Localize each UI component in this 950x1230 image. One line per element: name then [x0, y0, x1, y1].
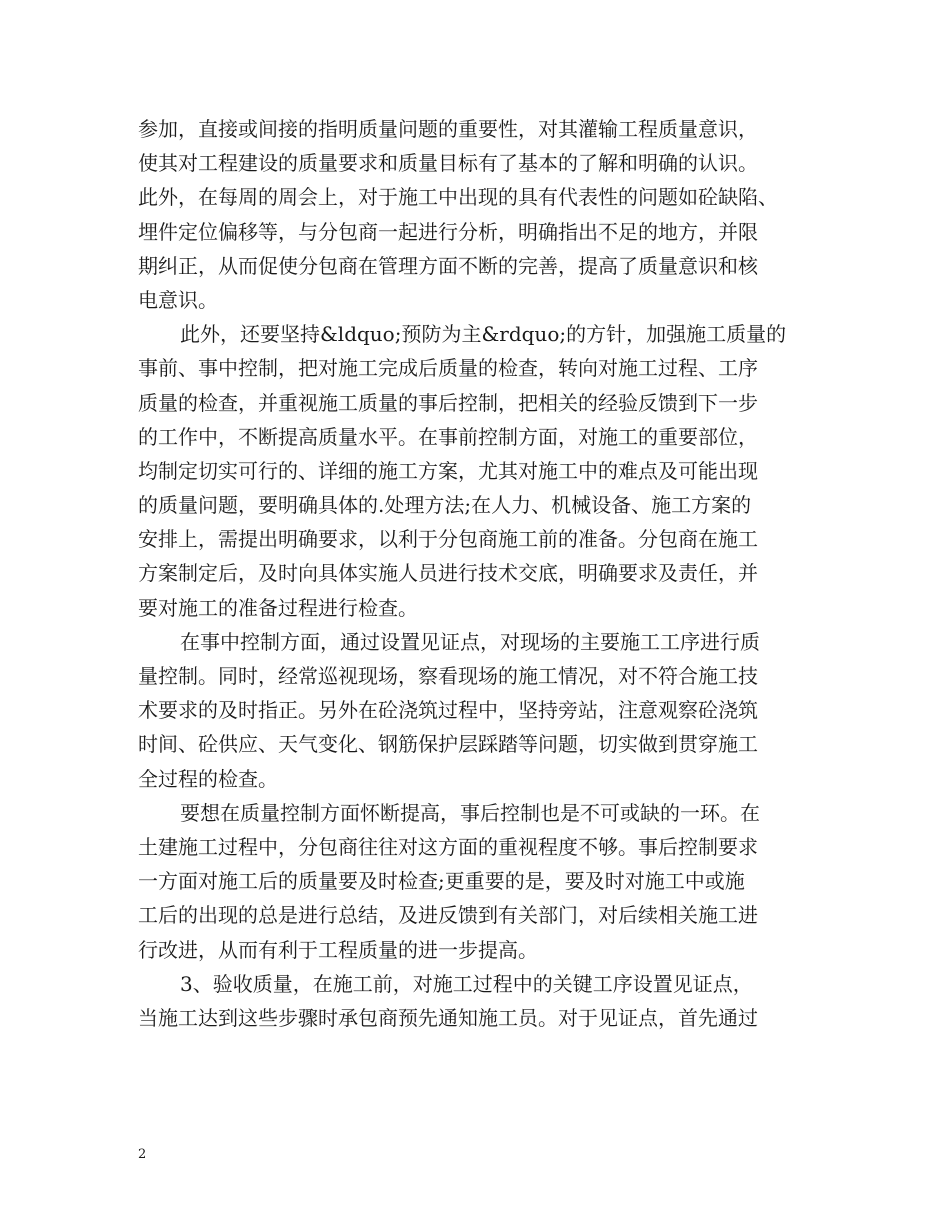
text-line: 均制定切实可行的、详细的施工方案，尤其对施工中的难点及可能出现: [138, 458, 758, 483]
text-line: 参加，直接或间接的指明质量问题的重要性，对其灌输工程质量意识，: [138, 117, 758, 141]
text-line: 事前、事中控制，把对施工完成后质量的检查，转向对施工过程、工序: [138, 356, 758, 381]
text-line: 量控制。同时，经常巡视现场，察看现场的施工情况，对不符合施工技: [138, 664, 758, 688]
text-line: 埋件定位偏移等，与分包商一起进行分析，明确指出不足的地方，并限: [138, 219, 758, 244]
text-line: 质量的检查，并重视施工质量的事后控制，把相关的经验反馈到下一步: [138, 390, 758, 415]
text-line: 安排上，需提出明确要求，以利于分包商施工前的准备。分包商在施工: [138, 527, 758, 552]
text-line: 全过程的检查。: [138, 766, 278, 791]
text-line: 此外，在每周的周会上，对于施工中出现的具有代表性的问题如砼缺陷、: [138, 185, 778, 210]
text-line: 期纠正，从而促使分包商在管理方面不断的完善，提高了质量意识和核: [138, 253, 758, 278]
text-line: 3、验收质量，在施工前，对施工过程中的关键工序设置见证点，: [180, 971, 753, 996]
text-line: 在事中控制方面，通过设置见证点，对现场的主要施工工序进行质: [180, 629, 760, 654]
page-number: 2: [138, 1147, 147, 1162]
text-line: 此外，还要坚持&ldquo;预防为主&rdquo;的方针，加强施工质量的: [180, 322, 787, 347]
text-line: 土建施工过程中，分包商往往对这方面的重视程度不够。事后控制要求: [138, 834, 758, 859]
text-line: 要想在质量控制方面怀断提高，事后控制也是不可或缺的一环。在: [180, 800, 760, 825]
document-body: [138, 112, 838, 1035]
text-line: 术要求的及时指正。另外在砼浇筑过程中，坚持旁站，注意观察砼浇筑: [138, 698, 758, 723]
text-line: 工后的出现的总是进行总结，及进反馈到有关部门，对后续相关施工进: [138, 903, 758, 928]
text-line: 要对施工的准备过程进行检查。: [138, 595, 418, 620]
text-line: 一方面对施工后的质量要及时检查;更重要的是，要及时对施工中或施: [138, 869, 745, 894]
text-line: 时间、砼供应、天气变化、钢筋保护层踩踏等问题，切实做到贯穿施工: [138, 732, 758, 757]
text-line: 的质量问题，要明确具体的.处理方法;在人力、机械设备、施工方案的: [138, 493, 752, 518]
text-line: 当施工达到这些步骤时承包商预先通知施工员。对于见证点，首先通过: [138, 1005, 758, 1030]
text-line: 使其对工程建设的质量要求和质量目标有了基本的了解和明确的认识。: [138, 151, 758, 176]
text-line: 方案制定后，及时向具体实施人员进行技术交底，明确要求及责任，并: [138, 561, 758, 586]
text-line: 的工作中，不断提高质量水平。在事前控制方面，对施工的重要部位，: [138, 424, 758, 449]
text-line: 行改进，从而有利于工程质量的进一步提高。: [138, 937, 538, 962]
text-line: 电意识。: [138, 287, 218, 312]
